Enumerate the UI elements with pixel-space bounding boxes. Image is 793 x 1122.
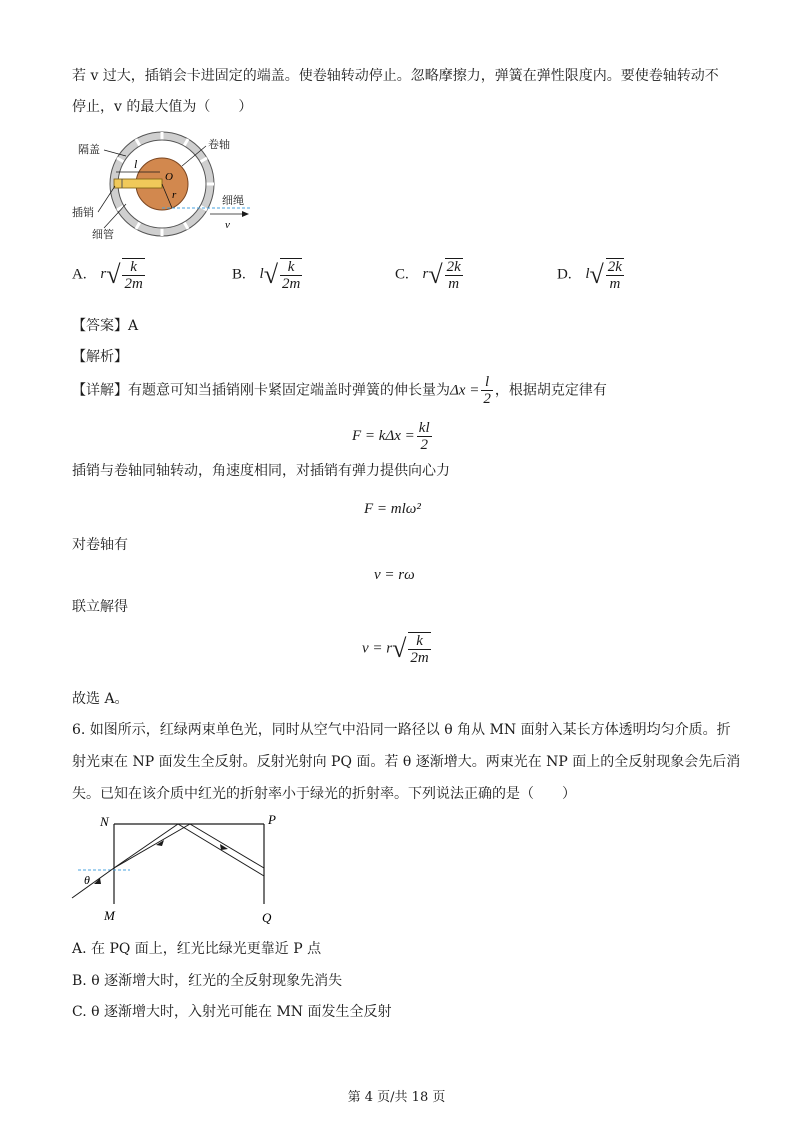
label-l: l xyxy=(134,157,138,171)
q6-option-a: A. 在 PQ 面上，红光比绿光更靠近 P 点 xyxy=(72,941,322,957)
label-pin: 插销 xyxy=(72,206,94,219)
spool-figure xyxy=(60,128,260,243)
equation-2: F = mlω² xyxy=(364,501,421,517)
prism-figure xyxy=(70,812,290,932)
label-P: P xyxy=(268,812,276,827)
conclusion: 故选 A。 xyxy=(72,691,129,707)
label-Q: Q xyxy=(262,910,272,925)
intro-line-1: 若 v 过大，插销会卡进固定的端盖。使卷轴转动停止。忽略摩擦力，弹簧在弹性限度内。要使卷轴转动不 xyxy=(72,68,719,84)
pin xyxy=(114,179,162,188)
label-O: O xyxy=(165,171,173,183)
q6-line-1: 6. 如图所示，红绿两束单色光，同时从空气中沿同一路径以 θ 角从 MN 面射入某长方体透明均匀介质。折 xyxy=(72,722,731,738)
option-a: A. r√ $\frac{k}{2m}$ xyxy=(72,259,143,292)
option-c: C. r√ $\frac{2k}{m}$ xyxy=(395,259,461,292)
label-r: r xyxy=(172,189,177,201)
reflected-ray-1 xyxy=(190,824,264,868)
answer-line xyxy=(72,317,138,335)
detail-line-4: 联立解得 xyxy=(72,599,128,615)
label-cover: 隔盖 xyxy=(78,143,100,156)
refracted-ray-1 xyxy=(114,824,190,868)
label-tube: 细管 xyxy=(92,228,114,241)
incident-ray xyxy=(72,868,114,898)
intro-line-2: 停止，v 的最大值为（ ） xyxy=(72,99,253,115)
answer-value: A xyxy=(128,318,139,334)
detail-line-3: 对卷轴有 xyxy=(72,537,128,553)
equation-1: F = kΔx = $\frac{kl}{2}$ xyxy=(352,420,430,453)
q6-option-b: B. θ 逐渐增大时，红光的全反射现象先消失 xyxy=(72,973,343,989)
q6-option-c: C. θ 逐渐增大时，入射光可能在 MN 面发生全反射 xyxy=(72,1004,392,1020)
label-theta: θ xyxy=(84,873,90,887)
label-v: v xyxy=(225,219,230,231)
label-M: M xyxy=(104,908,115,923)
label-rope: 细绳 xyxy=(222,194,244,207)
analysis-tag: 【解析】 xyxy=(72,349,128,365)
answer-tag: 【答案】 xyxy=(72,318,128,334)
refracted-ray-2 xyxy=(114,824,178,868)
equation-4: v = r√ $\frac{k}{2m}$ xyxy=(362,633,429,666)
q6-line-2: 射光束在 NP 面发生全反射。反射光射向 PQ 面。若 θ 逐渐增大。两束光在 NP 面上的全反射现象会先后消 xyxy=(72,754,741,770)
label-spool: 卷轴 xyxy=(208,138,230,151)
q6-line-3: 失。已知在该介质中红光的折射率小于绿光的折射率。下列说法正确的是（ ） xyxy=(72,786,576,802)
option-b: B. l√ $\frac{k}{2m}$ xyxy=(232,259,301,292)
detail-tag: 【详解】 xyxy=(72,382,128,399)
detail-line-2: 插销与卷轴同轴转动，角速度相同，对插销有弹力提供向心力 xyxy=(72,463,450,479)
q5-options xyxy=(72,258,732,302)
detail-line-1: 【详解】有题意可知当插销刚卡紧固定端盖时弹簧的伸长量为Δx = $\frac{l}{2}$ ，根据胡克定律有 xyxy=(72,374,607,407)
page-footer: 第 4 页/共 18 页 xyxy=(347,1090,446,1105)
label-N: N xyxy=(100,814,109,829)
equation-3: v = rω xyxy=(374,567,415,583)
option-d: D. l√ $\frac{2k}{m}$ xyxy=(557,259,622,292)
